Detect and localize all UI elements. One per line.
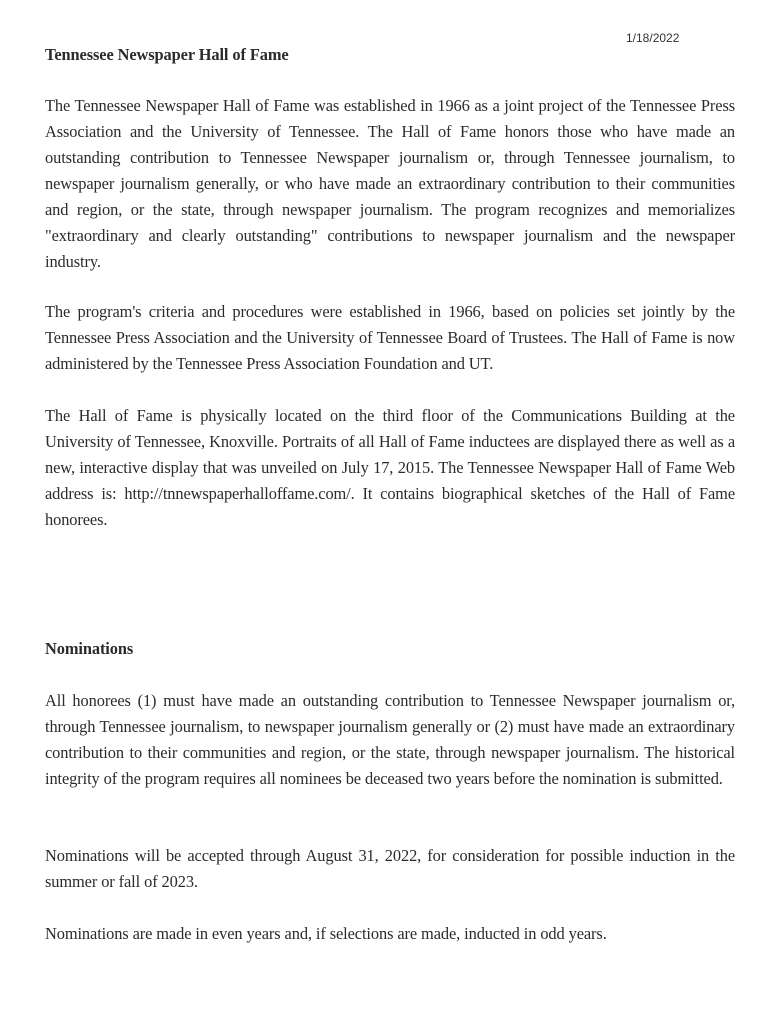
print-date: 1/18/2022 <box>626 31 680 45</box>
intro-paragraph: The Tennessee Newspaper Hall of Fame was established in 1966 as a joint project of the Tennessee Press Association and the University of Tennessee. The Hall of Fame honors those who have made an outstanding contribution to Tennessee Newspaper journalism or, through Tennessee journalism, to newspaper journalism generally, or who have made an extraordinary contribution to their communities and region, or the state, through newspaper journalism. The program recognizes and memorializes "extraordinary and clearly outstanding" contributions to newspaper journalism and the newspaper industry. <box>45 96 735 271</box>
nominations-heading: Nominations <box>45 639 134 658</box>
nominations-paragraph: All honorees (1) must have made an outstanding contribution to Tennessee Newspaper journalism or, through Tennessee journalism, to newspaper journalism generally or (2) must have made an extraordinary contribution to their communities and region, or the state, through newspaper journalism. The historical integrity of the program requires all nominees be deceased two years before the nomination is submitted. <box>45 691 735 788</box>
document-title: Tennessee Newspaper Hall of Fame <box>45 45 289 64</box>
nominations-paragraph: Nominations are made in even years and, if selections are made, inducted in odd years. <box>45 924 607 943</box>
intro-paragraph: The program's criteria and procedures were established in 1966, based on policies set jointly by the Tennessee Press Association and the University of Tennessee Board of Trustees. The Hall of Fame is now administered by the Tennessee Press Association Foundation and UT. <box>45 302 735 373</box>
nominations-paragraph: Nominations will be accepted through August 31, 2022, for consideration for possible induction in the summer or fall of 2023. <box>45 846 735 891</box>
intro-paragraph: The Hall of Fame is physically located on the third floor of the Communications Building at the University of Tennessee, Knoxville. Portraits of all Hall of Fame inductees are displayed there as well as a new, interactive display that was unveiled on July 17, 2015. The Tennessee Newspaper Hall of Fame Web address is: http://tnnewspaperhalloffame.com/. It contains biographical sketches of the Hall of Fame honorees. <box>45 406 735 529</box>
